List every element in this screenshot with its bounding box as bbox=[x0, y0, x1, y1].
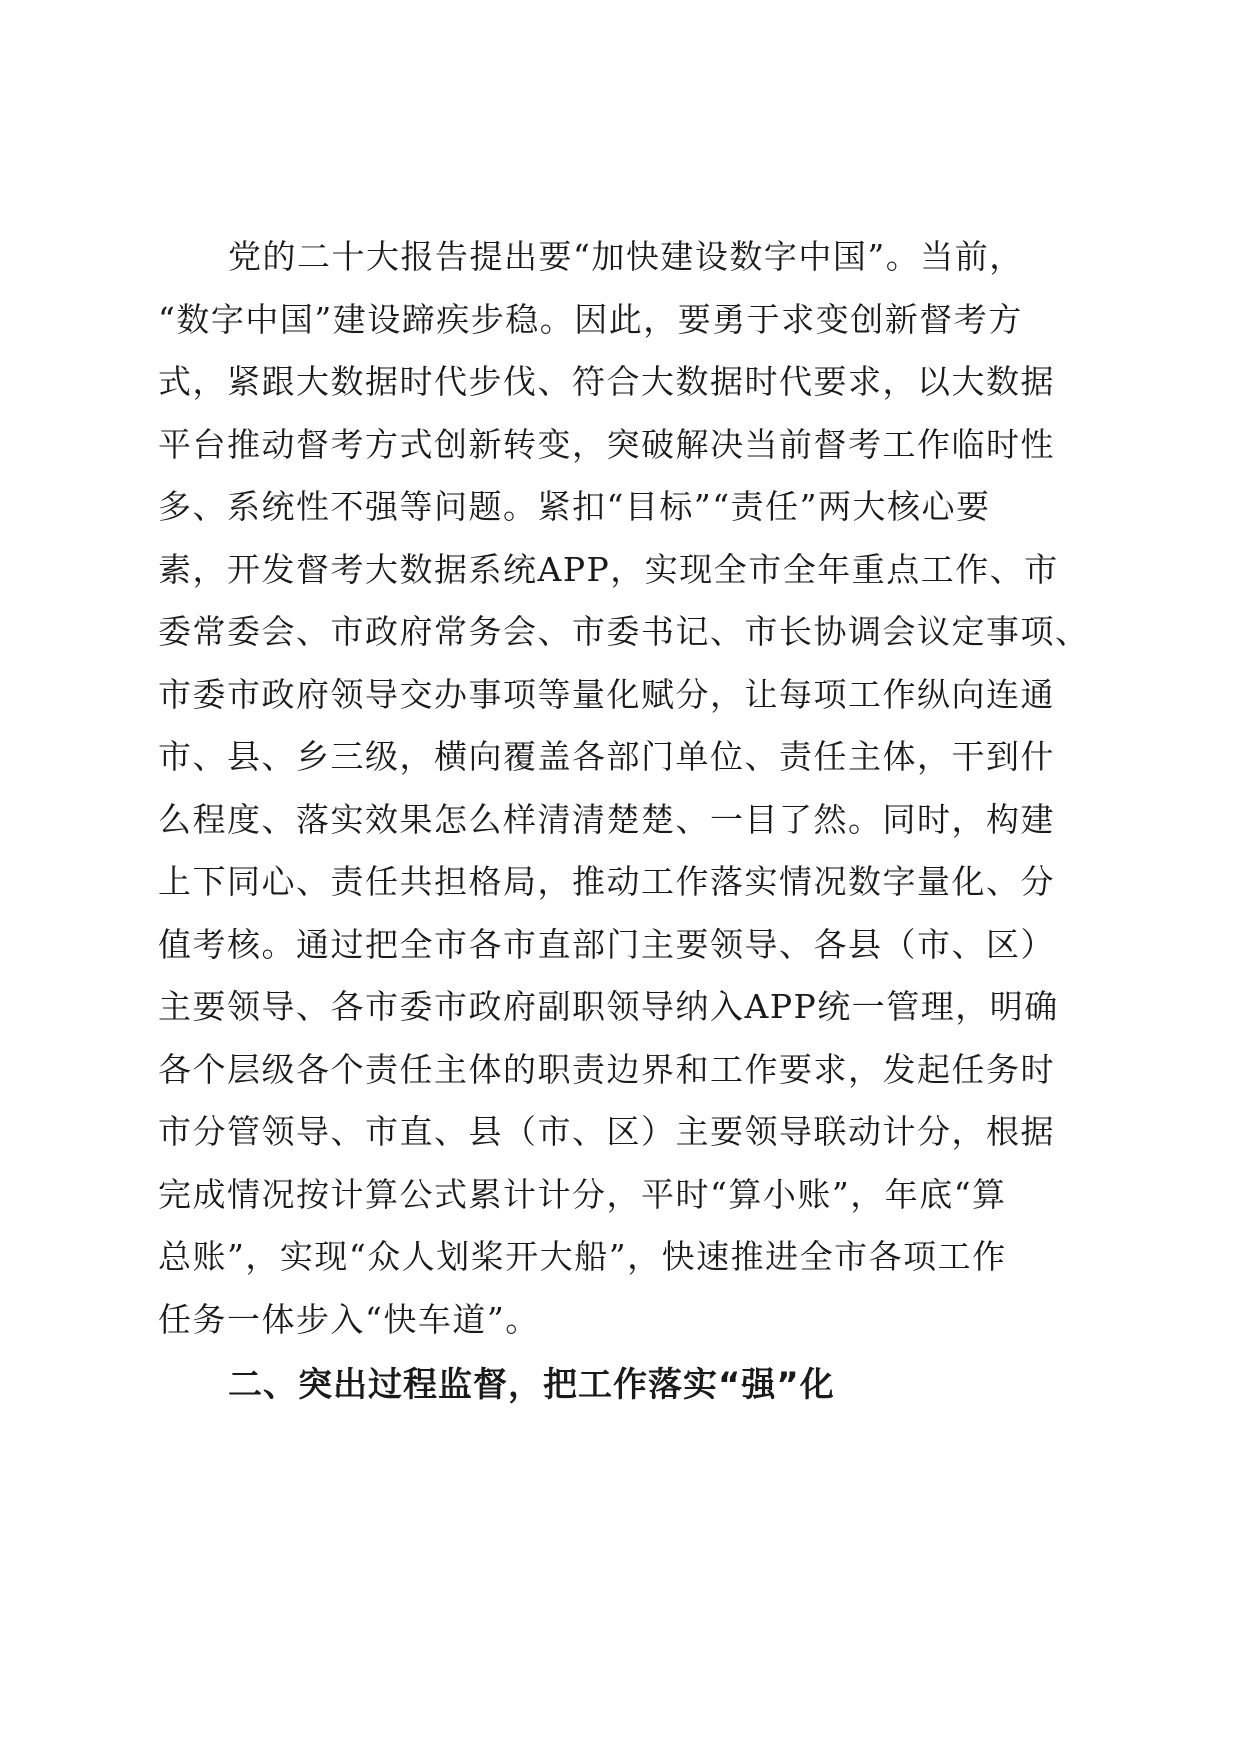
paragraph-line: 值考核。通过把全市各市直部门主要领导、各县（市、区） bbox=[158, 924, 1055, 964]
paragraph-line: 平台推动督考方式创新转变，突破解决当前督考工作临时性 bbox=[158, 424, 1055, 464]
paragraph-line: “数字中国”建设蹄疾步稳。因此，要勇于求变创新督考方 bbox=[158, 299, 1023, 339]
paragraph-line: 完成情况按计算公式累计计分，平时“算小账”，年底“算 bbox=[158, 1174, 1007, 1214]
section-heading: 二、突出过程监督，把工作落实“强”化 bbox=[228, 1365, 835, 1405]
body-paragraph bbox=[158, 226, 1098, 1351]
paragraph-line: 主要领导、各市委市政府副职领导纳入APP统一管理，明确 bbox=[158, 987, 1059, 1026]
paragraph-line: 总账”，实现“众人划桨开大船”，快速推进全市各项工作 bbox=[158, 1237, 1007, 1276]
paragraph-line: 么程度、落实效果怎么样清清楚楚、一目了然。同时，构建 bbox=[158, 799, 1055, 839]
paragraph-line: 市分管领导、市直、县（市、区）主要领导联动计分，根据 bbox=[158, 1112, 1055, 1151]
paragraph-line: 委常委会、市政府常务会、市委书记、市长协调会议定事项、 bbox=[158, 612, 1090, 651]
paragraph-line: 式，紧跟大数据时代步伐、符合大数据时代要求，以大数据 bbox=[158, 362, 1055, 401]
paragraph-line: 素，开发督考大数据系统APP，实现全市全年重点工作、市 bbox=[158, 549, 1059, 589]
paragraph-line: 各个层级各个责任主体的职责边界和工作要求，发起任务时 bbox=[158, 1049, 1055, 1089]
paragraph-line: 上下同心、责任共担格局，推动工作落实情况数字量化、分 bbox=[158, 862, 1055, 901]
paragraph-line: 任务一体步入“快车道”。 bbox=[158, 1299, 540, 1339]
paragraph-line: 多、系统性不强等问题。紧扣“目标”“责任”两大核心要 bbox=[158, 487, 991, 526]
paragraph-line: 市委市政府领导交办事项等量化赋分，让每项工作纵向连通 bbox=[158, 674, 1055, 714]
paragraph-line: 市、县、乡三级，横向覆盖各部门单位、责任主体，干到什 bbox=[158, 737, 1055, 776]
paragraph-line: 党的二十大报告提出要“加快建设数字中国”。当前， bbox=[228, 237, 1024, 276]
